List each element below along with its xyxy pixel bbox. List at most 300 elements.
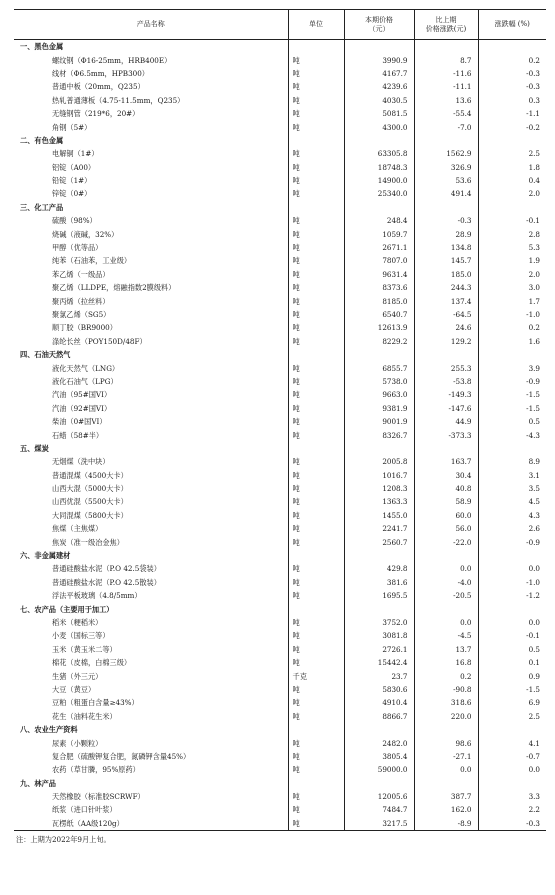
- product-name: 汽油（92#国VI）: [52, 403, 112, 413]
- category-row: [14, 348, 546, 361]
- product-name: 螺纹钢（Φ16-25mm，HRB400E）: [52, 55, 172, 65]
- change-cell: 58.9: [414, 495, 478, 508]
- table-row: [14, 227, 546, 240]
- table-body: [14, 40, 546, 831]
- unit-cell: 吨: [288, 428, 344, 441]
- product-name: 稻米（粳稻米）: [52, 617, 103, 627]
- empty-cell: [344, 40, 414, 54]
- table-row: [14, 147, 546, 160]
- unit-cell: 吨: [288, 469, 344, 482]
- change-cell: 13.7: [414, 643, 478, 656]
- product-name: 汽油（95#国VI）: [52, 390, 112, 400]
- table-row: [14, 535, 546, 548]
- unit-cell: 吨: [288, 683, 344, 696]
- price-cell: 12005.6: [344, 790, 414, 803]
- price-cell: 1455.0: [344, 509, 414, 522]
- empty-cell: [288, 134, 344, 147]
- unit-cell: 吨: [288, 495, 344, 508]
- change-cell: 491.4: [414, 187, 478, 200]
- empty-cell: [288, 442, 344, 455]
- unit-cell: 吨: [288, 790, 344, 803]
- empty-cell: [288, 776, 344, 789]
- unit-cell: 吨: [288, 656, 344, 669]
- pct-cell: 2.0: [478, 268, 546, 281]
- price-cell: 15442.4: [344, 656, 414, 669]
- empty-cell: [414, 723, 478, 736]
- price-cell: 8229.2: [344, 335, 414, 348]
- change-cell: 13.6: [414, 94, 478, 107]
- product-name: 浮法平板玻璃（4.8/5mm）: [52, 591, 142, 601]
- table-row: [14, 562, 546, 575]
- unit-cell: 吨: [288, 402, 344, 415]
- product-name: 纸浆（进口针叶浆）: [52, 805, 117, 815]
- unit-cell: 吨: [288, 643, 344, 656]
- change-cell: 44.9: [414, 415, 478, 428]
- empty-cell: [414, 442, 478, 455]
- header-change-line2: 价格涨跌(元): [425, 24, 467, 33]
- empty-cell: [414, 40, 478, 54]
- price-cell: 3990.9: [344, 53, 414, 66]
- change-cell: 8.7: [414, 53, 478, 66]
- table-header: [14, 10, 546, 40]
- price-cell: 2560.7: [344, 535, 414, 548]
- product-name: 纯苯（石油苯，工业级）: [52, 256, 132, 266]
- empty-cell: [414, 549, 478, 562]
- empty-cell: [288, 549, 344, 562]
- product-name: 顺丁胶（BR9000）: [52, 323, 117, 333]
- table-row: [14, 522, 546, 535]
- change-cell: 30.4: [414, 469, 478, 482]
- table-row: [14, 469, 546, 482]
- empty-cell: [288, 40, 344, 54]
- pct-cell: 0.0: [478, 562, 546, 575]
- change-cell: -11.1: [414, 80, 478, 93]
- product-name: 棉花（皮棉，白棉三级）: [52, 658, 132, 668]
- category-row: [14, 723, 546, 736]
- price-cell: 381.6: [344, 576, 414, 589]
- change-cell: 0.0: [414, 562, 478, 575]
- category-title: 三、化工产品: [20, 202, 64, 212]
- unit-cell: 吨: [288, 281, 344, 294]
- pct-cell: -0.1: [478, 214, 546, 227]
- price-cell: 8373.6: [344, 281, 414, 294]
- unit-cell: 吨: [288, 187, 344, 200]
- empty-cell: [288, 201, 344, 214]
- product-name: 花生（油料花生米）: [52, 711, 117, 721]
- unit-cell: 吨: [288, 736, 344, 749]
- unit-cell: 吨: [288, 415, 344, 428]
- change-cell: 60.0: [414, 509, 478, 522]
- unit-cell: 吨: [288, 803, 344, 816]
- product-name: 线材（Φ6.5mm，HPB300）: [52, 68, 149, 78]
- table-row: [14, 763, 546, 776]
- category-row: [14, 776, 546, 789]
- table-row: [14, 817, 546, 831]
- unit-cell: 吨: [288, 241, 344, 254]
- table-row: [14, 214, 546, 227]
- change-cell: 185.0: [414, 268, 478, 281]
- table-row: [14, 254, 546, 267]
- pct-cell: 0.9: [478, 669, 546, 682]
- change-cell: -20.5: [414, 589, 478, 602]
- empty-cell: [414, 348, 478, 361]
- header-change-line1: 比上期: [435, 15, 457, 24]
- change-cell: 56.0: [414, 522, 478, 535]
- product-name: 硫酸（98%）: [52, 216, 97, 226]
- price-cell: 5081.5: [344, 107, 414, 120]
- table-row: [14, 361, 546, 374]
- price-cell: 63305.8: [344, 147, 414, 160]
- product-name: 无烟煤（洗中块）: [52, 457, 110, 467]
- pct-cell: 4.5: [478, 495, 546, 508]
- pct-cell: 0.2: [478, 53, 546, 66]
- product-name: 瓦楞纸（AA级120g）: [14, 817, 288, 831]
- change-cell: 0.0: [414, 763, 478, 776]
- empty-cell: [414, 602, 478, 615]
- unit-cell: 吨: [288, 147, 344, 160]
- pct-cell: 0.5: [478, 643, 546, 656]
- price-cell: 7807.0: [344, 254, 414, 267]
- unit-cell: 吨: [288, 174, 344, 187]
- table-row: [14, 375, 546, 388]
- change-cell: 244.3: [414, 281, 478, 294]
- empty-cell: [414, 201, 478, 214]
- product-name: 尿素（小颗粒）: [52, 738, 103, 748]
- unit-cell: 吨: [288, 509, 344, 522]
- pct-cell: 0.5: [478, 415, 546, 428]
- category-title: 七、农产品（主要用于加工）: [20, 604, 114, 614]
- change-cell: -90.8: [414, 683, 478, 696]
- footnote: 注：上期为2022年9月上旬。: [16, 835, 111, 845]
- pct-cell: 4.1: [478, 736, 546, 749]
- product-name: 铅锭（1#）: [52, 176, 92, 186]
- table-row: [14, 402, 546, 415]
- product-name: 大同混煤（5800大卡）: [52, 510, 128, 520]
- product-name: 柴油（0#国VI）: [52, 417, 107, 427]
- price-cell: 12613.9: [344, 321, 414, 334]
- table-row: [14, 629, 546, 642]
- product-name: 农药（草甘膦，95%原药）: [52, 765, 140, 775]
- unit-cell: 吨: [288, 482, 344, 495]
- change-cell: -64.5: [414, 308, 478, 321]
- empty-cell: [344, 602, 414, 615]
- price-cell: 5830.6: [344, 683, 414, 696]
- product-name: 山西优混（5500大卡）: [52, 497, 128, 507]
- product-name: 普通硅酸盐水泥（P.O 42.5散装）: [52, 577, 161, 587]
- pct-cell: 2.5: [478, 147, 546, 160]
- price-cell: 2005.8: [344, 455, 414, 468]
- change-cell: -22.0: [414, 535, 478, 548]
- table-row: [14, 294, 546, 307]
- price-cell: 3752.0: [344, 616, 414, 629]
- pct-cell: 0.3: [478, 94, 546, 107]
- price-cell: 8866.7: [344, 710, 414, 723]
- product-name: 聚乙烯（LLDPE，熔融指数2膜级料）: [52, 283, 176, 293]
- unit-cell: 吨: [288, 268, 344, 281]
- table-row: [14, 415, 546, 428]
- pct-cell: -0.9: [478, 375, 546, 388]
- pct-cell: -0.1: [478, 629, 546, 642]
- product-name: 聚丙烯（拉丝料）: [52, 296, 110, 306]
- product-name: 角钢（5#）: [52, 122, 92, 132]
- price-cell: 18748.3: [344, 161, 414, 174]
- header-unit: 单位: [288, 10, 344, 40]
- header-pct: 涨跌幅 (%): [478, 10, 546, 40]
- price-cell: 6855.7: [344, 361, 414, 374]
- pct-cell: 3.3: [478, 790, 546, 803]
- empty-cell: [478, 442, 546, 455]
- unit-cell: 吨: [288, 562, 344, 575]
- table-row: [14, 656, 546, 669]
- price-cell: 2482.0: [344, 736, 414, 749]
- table-row: [14, 790, 546, 803]
- pct-cell: 1.8: [478, 161, 546, 174]
- table-row: [14, 281, 546, 294]
- price-cell: 8185.0: [344, 294, 414, 307]
- product-name: 小麦（国标三等）: [52, 631, 110, 641]
- table-row: [14, 268, 546, 281]
- table-row: [14, 669, 546, 682]
- product-name: 石蜡（58#半）: [52, 430, 104, 440]
- change-cell: 220.0: [414, 710, 478, 723]
- category-title: 一、黑色金属: [20, 42, 64, 52]
- product-name: 烧碱（液碱，32%）: [52, 229, 119, 239]
- price-cell: 8326.7: [344, 428, 414, 441]
- change-cell: 326.9: [414, 161, 478, 174]
- category-row: [14, 134, 546, 147]
- table-row: [14, 576, 546, 589]
- product-name: 普通硅酸盐水泥（P.O 42.5袋装）: [52, 564, 161, 574]
- unit-cell: 吨: [288, 53, 344, 66]
- pct-cell: 8.9: [478, 455, 546, 468]
- product-name: 焦煤（主焦煤）: [52, 524, 103, 534]
- change-cell: -8.9: [414, 817, 478, 831]
- change-cell: -4.5: [414, 629, 478, 642]
- empty-cell: [344, 348, 414, 361]
- price-cell: 4030.5: [344, 94, 414, 107]
- pct-cell: 5.3: [478, 241, 546, 254]
- empty-cell: [344, 201, 414, 214]
- price-table: [14, 9, 546, 831]
- price-cell: 23.7: [344, 669, 414, 682]
- pct-cell: 1.7: [478, 294, 546, 307]
- empty-cell: [478, 602, 546, 615]
- pct-cell: 1.9: [478, 254, 546, 267]
- table-row: [14, 120, 546, 133]
- pct-cell: 2.6: [478, 522, 546, 535]
- price-cell: 5738.0: [344, 375, 414, 388]
- table-row: [14, 482, 546, 495]
- pct-cell: 2.2: [478, 803, 546, 816]
- empty-cell: [478, 776, 546, 789]
- product-name: 山西大混（5000大卡）: [52, 484, 128, 494]
- pct-cell: 0.1: [478, 656, 546, 669]
- pct-cell: 0.2: [478, 321, 546, 334]
- unit-cell: 吨: [288, 321, 344, 334]
- product-name: 苯乙烯（一级品）: [52, 269, 110, 279]
- product-name: 涤纶长丝（POY150D/48F）: [52, 336, 147, 346]
- pct-cell: -0.9: [478, 535, 546, 548]
- change-cell: -149.3: [414, 388, 478, 401]
- table-row: [14, 495, 546, 508]
- change-cell: 163.7: [414, 455, 478, 468]
- change-cell: 40.8: [414, 482, 478, 495]
- price-document: [14, 9, 546, 845]
- price-cell: 2671.1: [344, 241, 414, 254]
- pct-cell: -1.1: [478, 107, 546, 120]
- empty-cell: [288, 602, 344, 615]
- unit-cell: 吨: [288, 535, 344, 548]
- price-cell: 7484.7: [344, 803, 414, 816]
- unit-cell: 吨: [288, 227, 344, 240]
- product-name: 甲醇（优等品）: [52, 243, 103, 253]
- change-cell: 53.6: [414, 174, 478, 187]
- empty-cell: [344, 723, 414, 736]
- product-name: 液化天然气（LNG）: [52, 363, 120, 373]
- table-row: [14, 241, 546, 254]
- table-row: [14, 428, 546, 441]
- category-row: [14, 602, 546, 615]
- category-title: 九、林产品: [20, 778, 56, 788]
- header-price-line1: 本期价格: [365, 15, 393, 24]
- product-name: 液化石油气（LPG）: [52, 376, 118, 386]
- product-name: 焦炭（准一级冶金焦）: [52, 537, 124, 547]
- table-row: [14, 736, 546, 749]
- price-cell: 4910.4: [344, 696, 414, 709]
- pct-cell: -4.3: [478, 428, 546, 441]
- table-row: [14, 683, 546, 696]
- change-cell: 387.7: [414, 790, 478, 803]
- price-cell: 1695.5: [344, 589, 414, 602]
- table-row: [14, 174, 546, 187]
- change-cell: -11.6: [414, 67, 478, 80]
- change-cell: 134.8: [414, 241, 478, 254]
- category-title: 二、有色金属: [20, 135, 64, 145]
- category-title: 八、农业生产资料: [20, 725, 78, 735]
- change-cell: 137.4: [414, 294, 478, 307]
- price-cell: 1059.7: [344, 227, 414, 240]
- change-cell: 24.6: [414, 321, 478, 334]
- empty-cell: [478, 134, 546, 147]
- change-cell: -55.4: [414, 107, 478, 120]
- change-cell: 145.7: [414, 254, 478, 267]
- change-cell: 0.2: [414, 669, 478, 682]
- empty-cell: [288, 348, 344, 361]
- unit-cell: 吨: [288, 361, 344, 374]
- unit-cell: 吨: [288, 616, 344, 629]
- category-row: [14, 442, 546, 455]
- unit-cell: 吨: [288, 522, 344, 535]
- unit-cell: 吨: [288, 763, 344, 776]
- table-row: [14, 94, 546, 107]
- price-cell: 4167.7: [344, 67, 414, 80]
- price-cell: 2241.7: [344, 522, 414, 535]
- table-row: [14, 107, 546, 120]
- empty-cell: [478, 40, 546, 54]
- pct-cell: -0.3: [478, 80, 546, 93]
- unit-cell: 吨: [288, 120, 344, 133]
- pct-cell: -1.5: [478, 388, 546, 401]
- table-row: [14, 509, 546, 522]
- table-row: [14, 750, 546, 763]
- product-name: 复合肥（硫酸钾复合肥，氮磷钾含量45%）: [52, 751, 191, 761]
- price-cell: 3805.4: [344, 750, 414, 763]
- category-row: [14, 201, 546, 214]
- pct-cell: 3.0: [478, 281, 546, 294]
- empty-cell: [478, 201, 546, 214]
- pct-cell: 0.4: [478, 174, 546, 187]
- empty-cell: [414, 776, 478, 789]
- table-row: [14, 321, 546, 334]
- pct-cell: 4.3: [478, 509, 546, 522]
- price-cell: 3081.8: [344, 629, 414, 642]
- price-cell: 2726.1: [344, 643, 414, 656]
- table-row: [14, 616, 546, 629]
- pct-cell: 6.9: [478, 696, 546, 709]
- product-name: 普通混煤（4500大卡）: [52, 470, 128, 480]
- pct-cell: -0.2: [478, 120, 546, 133]
- product-name: 无缝钢管（219*6，20#）: [52, 109, 140, 119]
- change-cell: -147.6: [414, 402, 478, 415]
- price-cell: 4239.6: [344, 80, 414, 93]
- unit-cell: 吨: [288, 107, 344, 120]
- unit-cell: 吨: [288, 294, 344, 307]
- header-price: [344, 10, 414, 40]
- product-name: 玉米（黄玉米二等）: [52, 644, 117, 654]
- empty-cell: [478, 348, 546, 361]
- price-cell: 248.4: [344, 214, 414, 227]
- change-cell: 16.8: [414, 656, 478, 669]
- unit-cell: 吨: [288, 576, 344, 589]
- unit-cell: 吨: [288, 80, 344, 93]
- change-cell: 129.2: [414, 335, 478, 348]
- unit-cell: 吨: [288, 710, 344, 723]
- category-title: 四、石油天然气: [20, 350, 71, 360]
- table-row: [14, 643, 546, 656]
- change-cell: 255.3: [414, 361, 478, 374]
- empty-cell: [344, 776, 414, 789]
- category-row: [14, 40, 546, 54]
- table-row: [14, 67, 546, 80]
- price-cell: 1016.7: [344, 469, 414, 482]
- change-cell: 28.9: [414, 227, 478, 240]
- pct-cell: -0.7: [478, 750, 546, 763]
- price-cell: 25340.0: [344, 187, 414, 200]
- change-cell: -7.0: [414, 120, 478, 133]
- change-cell: 162.0: [414, 803, 478, 816]
- change-cell: -0.3: [414, 214, 478, 227]
- product-name: 豆粕（粗蛋白含量≥43%）: [52, 698, 139, 708]
- unit-cell: 吨: [288, 455, 344, 468]
- change-cell: 0.0: [414, 616, 478, 629]
- pct-cell: 2.8: [478, 227, 546, 240]
- header-price-line2: （元）: [368, 24, 390, 33]
- table-row: [14, 455, 546, 468]
- unit-cell: 吨: [288, 254, 344, 267]
- empty-cell: [288, 723, 344, 736]
- product-name: 普通中板（20mm，Q235）: [52, 82, 145, 92]
- pct-cell: 0.0: [478, 616, 546, 629]
- price-cell: 9381.9: [344, 402, 414, 415]
- pct-cell: -0.3: [478, 67, 546, 80]
- product-name: 聚氯乙烯（SG5）: [52, 310, 111, 319]
- unit-cell: 千克: [288, 669, 344, 682]
- price-cell: 6540.7: [344, 308, 414, 321]
- product-name: 生猪（外三元）: [52, 671, 103, 681]
- price-cell: 1208.3: [344, 482, 414, 495]
- pct-cell: -1.2: [478, 589, 546, 602]
- pct-cell: 1.6: [478, 335, 546, 348]
